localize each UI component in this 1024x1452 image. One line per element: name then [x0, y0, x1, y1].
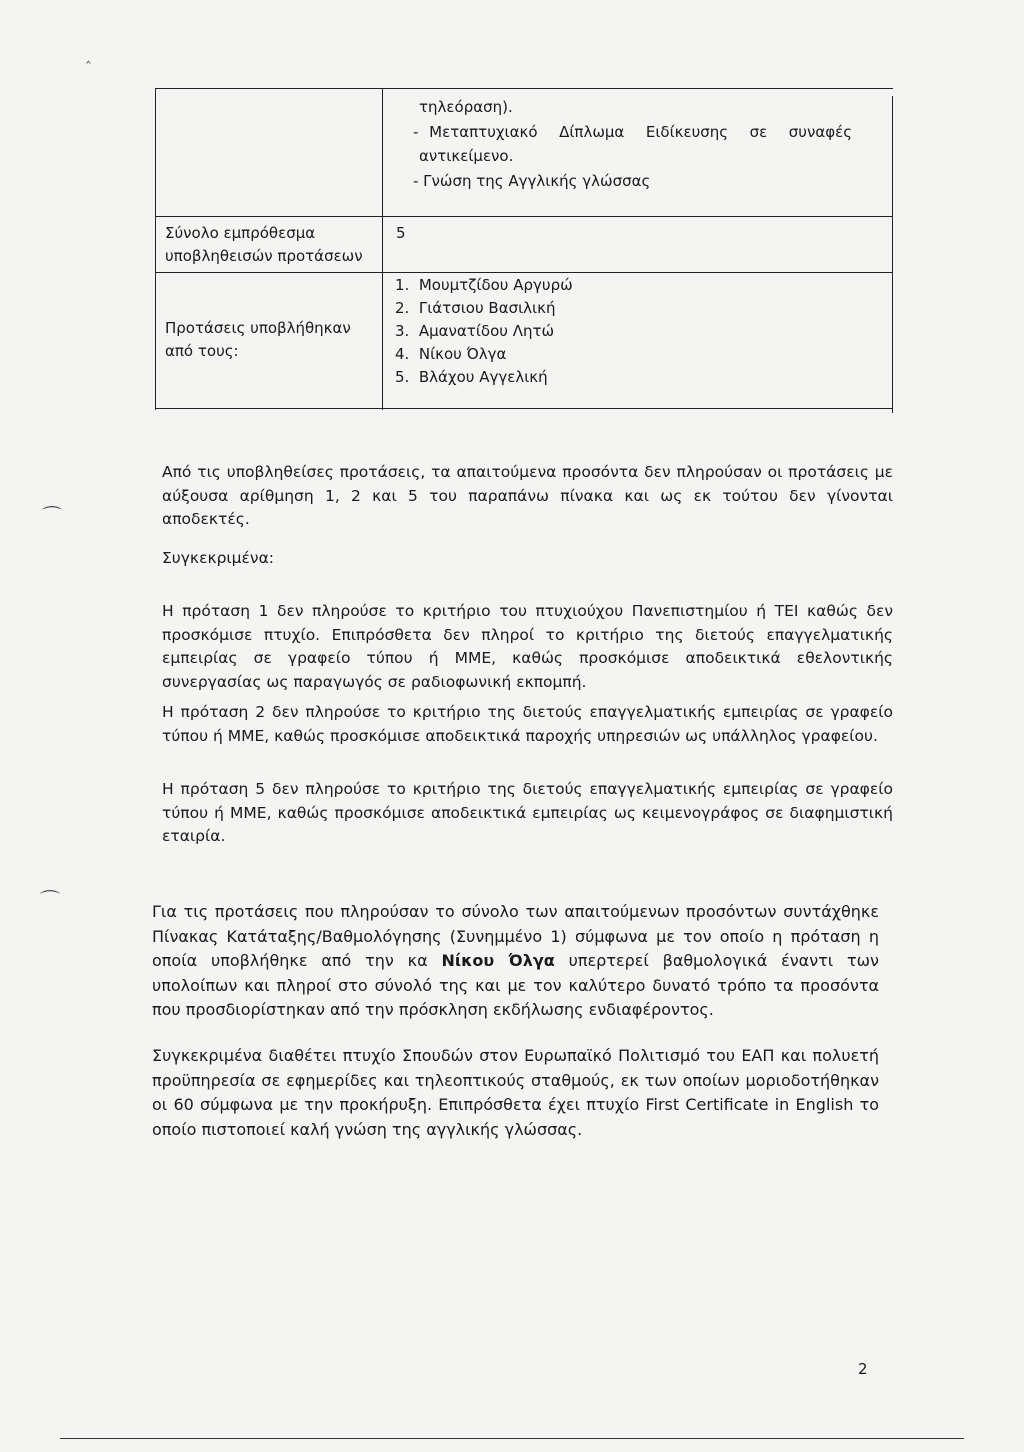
ranking-text-before: Για τις προτάσεις που πληρούσαν το σύνολο των απαιτούμενων προσόντων συντάχθηκε Πίνακας Κατάταξης/Βαθμολόγησης (Συνημμένο 1) σύμφωνα με τον οποίο η πρόταση η οποία υποβλήθηκε από την κα	[152, 902, 879, 970]
row1-line-2: - Μεταπτυχιακό Δίπλωμα Ειδίκευσης σε συναφές	[413, 123, 853, 141]
row1-line-1: τηλεόραση).	[419, 98, 513, 116]
selected-candidate-name: Νίκου Όλγα	[441, 951, 555, 970]
row3-label-line-1: Προτάσεις υποβλήθηκαν	[165, 319, 351, 337]
scan-mark-left-2: ⌒	[40, 888, 60, 912]
row3-label-line-2: από τους:	[165, 342, 239, 360]
paragraph-ranking	[152, 900, 879, 1023]
table-border-bottom	[155, 408, 893, 409]
table-column-divider	[382, 88, 383, 410]
scan-mark-top: ‸	[86, 48, 91, 64]
row3-item-5: 5. Βλάχου Αγγελική	[395, 368, 548, 386]
row3-item-4: 4. Νίκου Όλγα	[395, 345, 507, 363]
paragraph-specifically-heading: Συγκεκριμένα:	[162, 549, 275, 567]
row3-item-1: 1. Μουμτζίδου Αργυρώ	[395, 276, 573, 294]
row2-label-line-2: υποβληθεισών προτάσεων	[165, 247, 363, 265]
row2-label-line-1: Σύνολο εμπρόθεσμα	[165, 224, 316, 242]
scan-mark-left-1: ⌒	[42, 504, 62, 528]
paragraph-qualifications: Συγκεκριμένα διαθέτει πτυχίο Σπουδών στον Ευρωπαϊκό Πολιτισμό του ΕΑΠ και πολυετή προϋπηρεσία σε εφημερίδες και τηλεοπτικούς σταθμούς, εκ των οποίων μοριοδοτήθηκαν οι 60 σύμφωνα με την προκήρυξη. Επιπρόσθετα έχει πτυχίο First Certificate in English το οποίο πιστοποιεί καλή γνώση της αγγλικής γλώσσας.	[152, 1046, 879, 1139]
table-row-divider-1	[155, 216, 893, 217]
paragraph-proposal-2: Η πρόταση 2 δεν πληρούσε το κριτήριο της διετούς επαγγελματικής εμπειρίας σε γραφείο τύπου ή ΜΜΕ, καθώς προσκόμισε αποδεικτικά παροχής υπηρεσιών ως υπάλληλος γραφείου.	[162, 703, 893, 745]
paragraph-proposal-1: Η πρόταση 1 δεν πληρούσε το κριτήριο του πτυχιούχου Πανεπιστημίου ή ΤΕΙ καθώς δεν προσκόμισε πτυχίο. Επιπρόσθετα δεν πληροί το κριτήριο της διετούς επαγγελματικής εμπειρίας σε γραφείο τύπου ή ΜΜΕ, καθώς προσκόμισε αποδεικτικά εθελοντικής συνεργασίας ως παραγωγός σε ραδιοφωνική εκπομπή.	[162, 602, 893, 691]
paragraph-proposal-5: Η πρόταση 5 δεν πληρούσε το κριτήριο της διετούς επαγγελματικής εμπειρίας σε γραφείο τύπου ή ΜΜΕ, καθώς προσκόμισε αποδεικτικά εμπειρίας ως κειμενογράφος σε διαφημιστική εταιρία.	[162, 780, 893, 845]
bottom-rule	[60, 1438, 964, 1439]
row3-item-2: 2. Γιάτσιου Βασιλική	[395, 299, 556, 317]
table-border-top	[155, 88, 893, 89]
proposals-table	[155, 88, 893, 413]
row1-line-4: - Γνώση της Αγγλικής γλώσσας	[413, 172, 651, 190]
table-row-divider-2	[155, 272, 893, 273]
row2-value: 5	[396, 224, 406, 242]
row3-item-3: 3. Αμανατίδου Λητώ	[395, 322, 555, 340]
page-number: 2	[858, 1360, 868, 1378]
ranking-text-after: υπερτερεί βαθμολογικά έναντι των υπολοίπων και πληροί στο σύνολό της και με τον καλύτερο δυνατό τρόπο τα προσόντα που προσδιορίστηκαν από την πρόσκληση εκδήλωσης ενδιαφέροντος.	[152, 951, 879, 1019]
row1-line-3: αντικείμενο.	[419, 147, 514, 165]
table-border-left	[155, 88, 156, 410]
paragraph-rejections: Από τις υποβληθείσες προτάσεις, τα απαιτούμενα προσόντα δεν πληρούσαν οι προτάσεις με αύξουσα αρίθμηση 1, 2 και 5 του παραπάνω πίνακα και ως εκ τούτου δεν γίνονται αποδεκτές.	[162, 463, 893, 528]
